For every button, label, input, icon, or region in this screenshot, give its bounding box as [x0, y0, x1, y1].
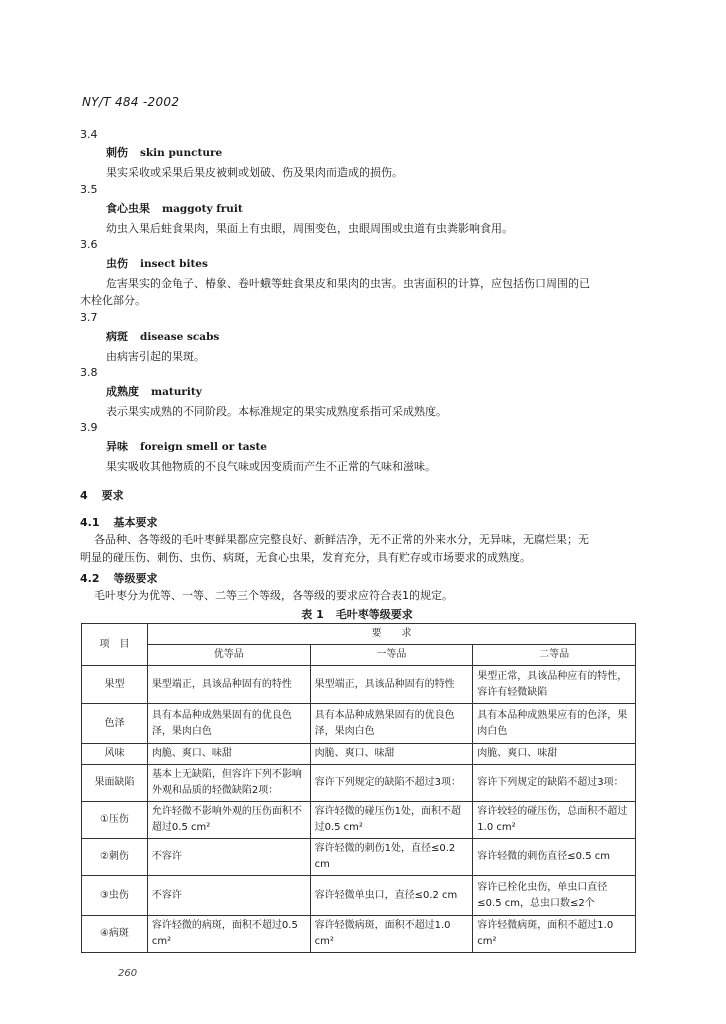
term-number: 3.7	[80, 311, 98, 324]
term-zh: 刺伤	[106, 146, 128, 159]
term-zh: 食心虫果	[106, 202, 150, 215]
cell: 具有本品种成熟果固有的优良色泽，果肉白色	[310, 704, 473, 744]
term-title	[106, 145, 222, 161]
term-en: disease scabs	[140, 331, 220, 343]
cell: 果型端正，具该品种固有的特性	[310, 666, 473, 704]
row-item: ④病斑	[82, 916, 148, 953]
header-grade-second: 二等品	[473, 645, 636, 666]
cell: 容许下列规定的缺陷不超过3项：	[310, 765, 473, 802]
term-definition: 表示果实成熟的不同阶段。本标准规定的果实成熟度系指可采成熟度。	[106, 405, 447, 418]
section-title: 要求	[101, 489, 124, 502]
term-en: foreign smell or taste	[140, 441, 267, 453]
cell: 基本上无缺陷，但容许下列不影响外观和品质的轻微缺陷2项：	[147, 765, 310, 802]
cell: 具有本品种成熟果应有的色泽，果肉白色	[473, 704, 636, 744]
section-4-1-line2: 明显的碰压伤、刺伤、虫伤、病斑，无食心虫果，发育充分，具有贮存或市场要求的成熟度。	[80, 551, 531, 564]
section-4-2-text: 毛叶枣分为优等、一等、二等三个等级，各等级的要求应符合表1的规定。	[94, 589, 453, 602]
term-definition-continued: 木栓化部分。	[80, 294, 146, 307]
page-number: 260	[118, 968, 138, 979]
row-item: 果型	[82, 666, 148, 704]
term-title	[106, 256, 208, 272]
section-4-heading	[80, 487, 138, 503]
table-header-row	[82, 624, 636, 645]
term-zh: 虫伤	[106, 257, 128, 270]
cell: 容许轻微的刺伤直径≤0.5 cm	[473, 839, 636, 876]
term-en: skin puncture	[140, 147, 223, 159]
term-en: insect bites	[140, 258, 208, 270]
table-row	[82, 666, 636, 704]
table-title: 毛叶枣等级要求	[335, 608, 413, 621]
term-definition: 果实吸收其他物质的不良气味或因变质而产生不正常的气味和滋味。	[106, 460, 436, 473]
term-zh: 异味	[106, 440, 128, 453]
header-item: 项 目	[82, 624, 148, 666]
row-item: 风味	[82, 744, 148, 765]
header-requirements: 要 求	[147, 624, 635, 645]
grade-requirements-table	[81, 623, 636, 953]
section-title: 基本要求	[113, 516, 158, 529]
cell: 容许轻微的碰压伤1处，面积不超过0.5 cm²	[310, 802, 473, 839]
term-number: 3.6	[80, 238, 98, 251]
cell: 容许下列规定的缺陷不超过3项：	[473, 765, 636, 802]
cell: 不容许	[147, 839, 310, 876]
cell: 容许轻微的病斑，面积不超过0.5 cm²	[147, 916, 310, 953]
header-grade-first: 一等品	[310, 645, 473, 666]
standard-code-header: NY/T 484 -2002	[82, 95, 180, 109]
term-definition: 果实采收或采果后果皮被刺或划破、伤及果肉而造成的损伤。	[106, 166, 403, 179]
cell: 容许轻微病斑，面积不超过1.0 cm²	[310, 916, 473, 953]
table-row	[82, 704, 636, 744]
cell: 容许轻微病斑，面积不超过1.0 cm²	[473, 916, 636, 953]
term-zh: 病斑	[106, 330, 128, 343]
term-definition: 幼虫入果后蛀食果肉，果面上有虫眼，周围变色，虫眼周围或虫道有虫粪影响食用。	[106, 222, 513, 235]
cell: 不容许	[147, 876, 310, 916]
term-number: 3.5	[80, 183, 98, 196]
term-title	[106, 439, 267, 455]
term-title	[106, 201, 243, 217]
term-zh: 成熟度	[106, 385, 139, 398]
term-number: 3.8	[80, 366, 98, 379]
table-row	[82, 916, 636, 953]
row-item: ②刺伤	[82, 839, 148, 876]
row-item: 色泽	[82, 704, 148, 744]
table-row	[82, 744, 636, 765]
term-number: 3.4	[80, 128, 98, 141]
section-4-1-line1: 各品种、各等级的毛叶枣鲜果都应完整良好、新鲜洁净，无不正常的外来水分，无异味，无腐烂果；无	[94, 533, 589, 546]
table-number: 表 1	[301, 608, 324, 621]
row-item: ①压伤	[82, 802, 148, 839]
table-row	[82, 876, 636, 916]
section-number: 4	[80, 489, 88, 502]
cell: 容许已栓化虫伤，单虫口直径≤0.5 cm，总虫口数≤2个	[473, 876, 636, 916]
table-row	[82, 765, 636, 802]
header-grade-premium: 优等品	[147, 645, 310, 666]
term-en: maturity	[151, 386, 202, 398]
row-item: ③虫伤	[82, 876, 148, 916]
term-title	[106, 329, 219, 345]
row-item: 果面缺陷	[82, 765, 148, 802]
cell: 果型端正，具该品种固有的特性	[147, 666, 310, 704]
term-definition: 由病害引起的果斑。	[106, 350, 205, 363]
table-row	[82, 802, 636, 839]
cell: 果型正常，具该品种应有的特性，容许有轻微缺陷	[473, 666, 636, 704]
cell: 容许轻微单虫口，直径≤0.2 cm	[310, 876, 473, 916]
term-definition: 危害果实的金龟子、椿象、卷叶蛾等蛀食果皮和果肉的虫害。虫害面积的计算，应包括伤口周围的已	[106, 277, 590, 290]
cell: 肉脆、爽口、味甜	[473, 744, 636, 765]
cell: 具有本品种成熟果固有的优良色泽，果肉白色	[147, 704, 310, 744]
section-4-1-heading	[80, 514, 172, 530]
section-number: 4.2	[80, 572, 100, 585]
table-row	[82, 839, 636, 876]
table-caption	[0, 606, 726, 622]
table-header-grades-row	[82, 645, 636, 666]
cell: 容许轻微的刺伤1处，直径≤0.2 cm	[310, 839, 473, 876]
section-4-2-heading	[80, 570, 172, 586]
section-title: 等级要求	[113, 572, 158, 585]
cell: 容许较轻的碰压伤，总面积不超过1.0 cm²	[473, 802, 636, 839]
term-number: 3.9	[80, 421, 98, 434]
term-en: maggoty fruit	[162, 203, 243, 215]
term-title	[106, 384, 202, 400]
cell: 肉脆、爽口、味甜	[310, 744, 473, 765]
cell: 允许轻微不影响外观的压伤面积不超过0.5 cm²	[147, 802, 310, 839]
section-number: 4.1	[80, 516, 100, 529]
cell: 肉脆、爽口、味甜	[147, 744, 310, 765]
